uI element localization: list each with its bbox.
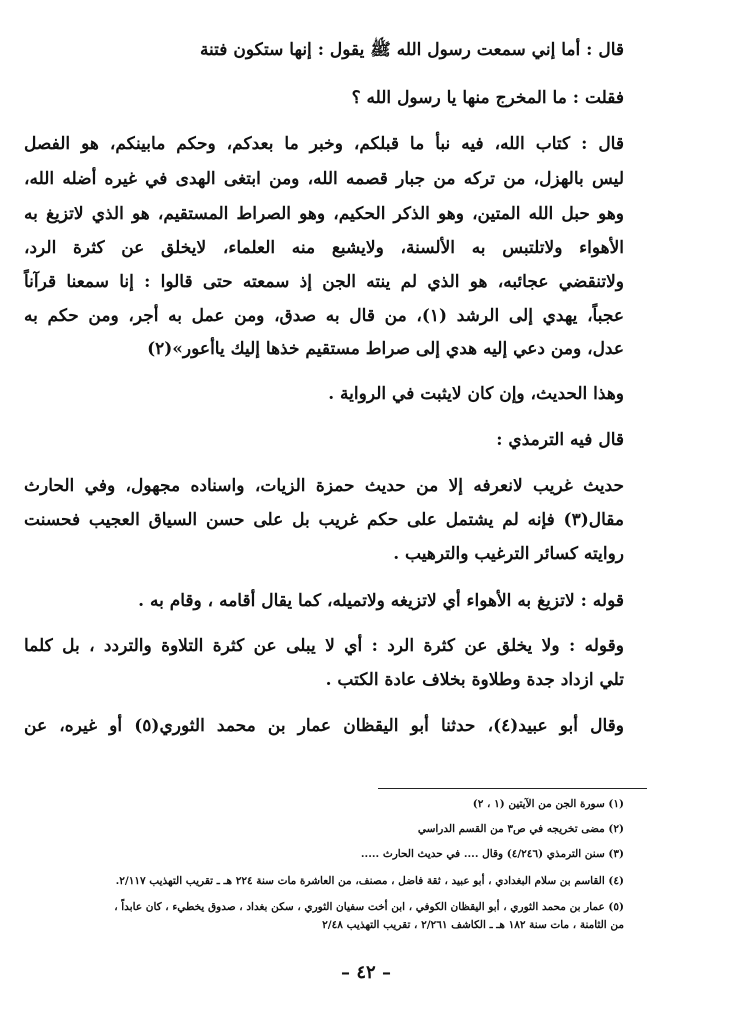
- text-line: عدل، ومن دعي إليه هدي إلى صراط مستقيم خذها إليك ياأعور»(٢): [147, 339, 624, 359]
- text-line: مقال(٣) فإنه لم يشتمل على حكم غريب بل على حسن السياق العجيب فحسنت: [24, 510, 624, 530]
- footnote: (٣) سنن الترمذي (٤/٢٤٦) وقال .... في حديث الحارث .....: [360, 848, 624, 860]
- text-line: وهذا الحديث، وإن كان لايثبت في الرواية .: [328, 384, 624, 404]
- text-line: عجباً، يهدي إلى الرشد (١)، من قال به صدق، ومن عمل به أجر، ومن حكم به: [24, 306, 624, 326]
- text-line: فقلت : ما المخرج منها يا رسول الله ؟: [351, 88, 624, 108]
- footnote: (٥) عمار بن محمد الثوري ، أبو اليقظان الكوفي ، ابن أخت سفيان الثوري ، سكن بغداد ، صدوق يخطيء ، كان عابداً ،: [114, 901, 624, 913]
- text-line: ليس بالهزل، من تركه من جبار قصمه الله، ومن ابتغى الهدى في غيره أضله الله،: [24, 169, 624, 189]
- footnote: (١) سورة الجن من الآيتين (١ ، ٢): [472, 798, 624, 810]
- text-line: وهو حبل الله المتين، وهو الذكر الحكيم، وهو الصراط المستقيم، هو الذي لاتزيغ به: [24, 204, 624, 224]
- text-line: قال فيه الترمذي :: [496, 430, 624, 450]
- text-line: ولاتنقضي عجائبه، هو الذي لم ينته الجن إذ سمعته حتى قالوا : إنا سمعنا قرآناً: [24, 272, 624, 292]
- text-line: روايته كسائر الترغيب والترهيب .: [393, 544, 624, 564]
- text-line: وقوله : ولا يخلق عن كثرة الرد : أي لا يبلى عن كثرة التلاوة والتردد ، بل كلما: [24, 636, 624, 656]
- text-line: قال : كتاب الله، فيه نبأ ما قبلكم، وخبر ما بعدكم، وحكم مابينكم، هو الفصل: [24, 134, 624, 154]
- text-line: وقال أبو عبيد(٤)، حدثنا أبو اليقظان عمار بن محمد الثوري(٥) أو غيره، عن: [24, 716, 625, 736]
- text-line: قوله : لاتزيغ به الأهواء أي لاتزيغه ولاتميله، كما يقال أقامه ، وقام به .: [138, 591, 624, 611]
- text-line: تلي ازداد جدة وطلاوة بخلاف عادة الكتب .: [325, 670, 624, 690]
- text-line: حديث غريب لانعرفه إلا من حديث حمزة الزيات، واسناده مجهول، وفي الحارث: [24, 476, 624, 496]
- page-number: – ٤٢ –: [341, 962, 391, 983]
- footnote-divider: [378, 788, 647, 789]
- text-line: قال : أما إني سمعت رسول الله ﷺ يقول : إنها ستكون فتنة: [199, 40, 624, 60]
- footnote: (٢) مضى تخريجه في ص٣ من القسم الدراسي: [417, 823, 624, 835]
- footnote: من الثامنة ، مات سنة ١٨٢ هـ ـ الكاشف ٢/٢٦١ ، تقريب التهذيب ٢/٤٨: [322, 919, 624, 931]
- text-line: الأهواء ولاتلتبس به الألسنة، ولايشبع منه العلماء، لايخلق عن كثرة الرد،: [24, 238, 624, 258]
- footnote: (٤) القاسم بن سلام البغدادي ، أبو عبيد ، ثقة فاضل ، مصنف، من العاشرة مات سنة ٢٢٤ هـ ـ تقريب التهذيب ٢/١١٧.: [115, 875, 624, 887]
